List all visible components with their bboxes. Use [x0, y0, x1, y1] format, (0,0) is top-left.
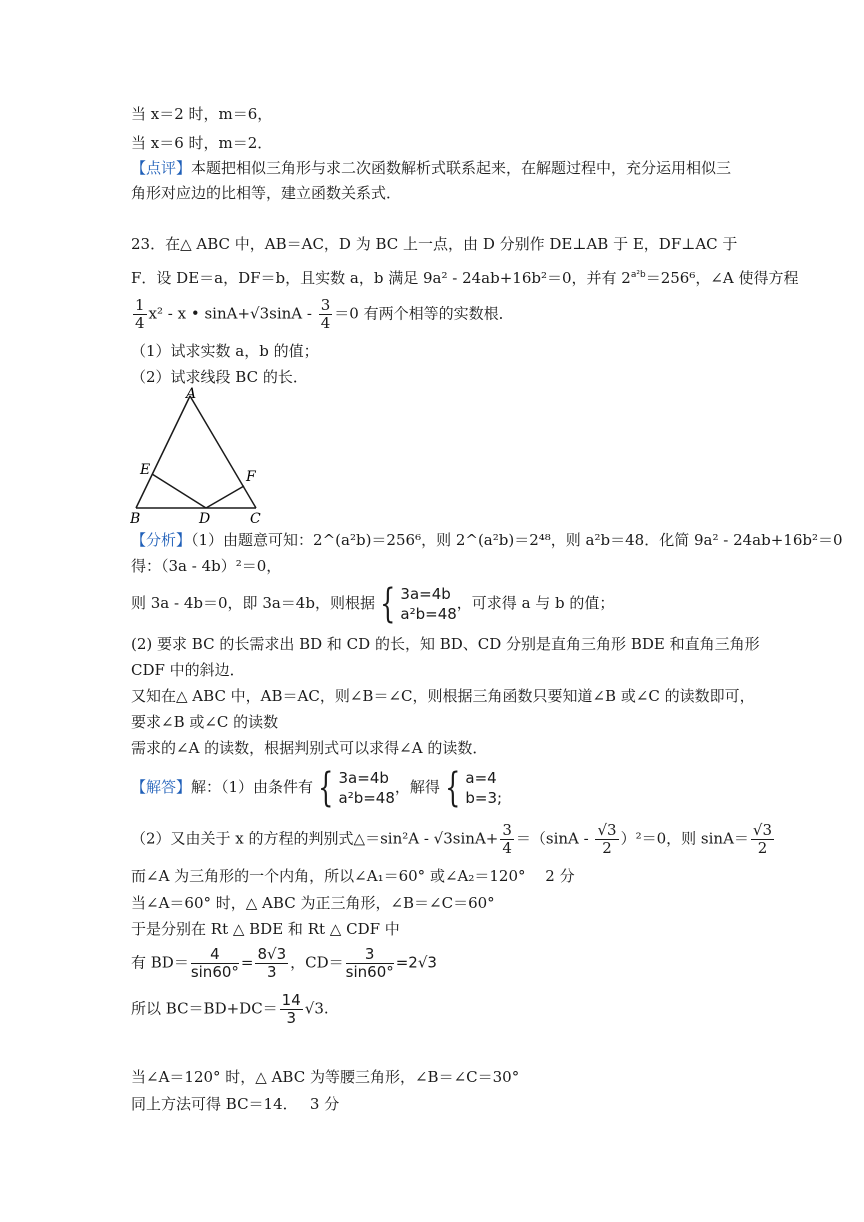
answer-text: 解：（1）由条件有 [191, 778, 314, 796]
q-text: F．设 DE＝a，DF＝b，且实数 a，b 满足 9a² - 24ab+16b²＝0，并有 2 [131, 269, 631, 287]
text-line: 同上方法可得 BC＝14． 3 分 [131, 1095, 340, 1113]
equation-line: 有 BD＝ $\frac{4}{\sin 60^\circ}$ = $\frac{8√3}{3}$ ，CD＝ $\frac{3}{\sin 60^\circ}$ =2√3 [131, 945, 437, 981]
equation-system: 3a=4b a²b=48 [338, 769, 395, 807]
fraction: $\frac{3}{4}$ [320, 296, 331, 332]
answer-text: ，解得 [394, 778, 440, 796]
result: √3. [304, 999, 329, 1018]
equation-line [131, 992, 329, 1027]
answer-text: 有 BD＝ [131, 953, 189, 972]
label-b: B [130, 511, 141, 526]
text-line: 而∠A 为三角形的一个内角，所以∠A₁＝60° 或∠A₂＝120° 2 分 [131, 867, 575, 885]
fraction: $\frac{14}{3}$ [281, 991, 301, 1027]
analysis-line [131, 530, 843, 550]
text-line [131, 265, 799, 288]
q-text: ＝256⁶，∠A 使得方程 [645, 269, 799, 287]
fraction: $\frac{3}{\sin 60^\circ}$ [345, 945, 394, 981]
label-d: D [199, 511, 211, 526]
text-line: 又知在△ ABC 中，AB＝AC，则∠B＝∠C，则根据三角函数只要知道∠B 或∠C 的读数即可， [131, 687, 755, 705]
triangle-figure [130, 386, 270, 526]
review-line [131, 158, 731, 178]
text-line: 要求∠B 或∠C 的读数 [131, 713, 279, 731]
result: =2√3 [395, 953, 437, 972]
text-line: 当 x＝2 时，m＝6， [131, 105, 273, 123]
fraction: $\frac{√3}{2}$ [752, 821, 773, 857]
label-a: A [186, 386, 197, 402]
answer-tag: 【解答】 [131, 778, 192, 796]
answer-text: ，CD＝ [290, 953, 344, 972]
fraction: $\frac{√3}{2}$ [597, 821, 617, 857]
brace: { [445, 765, 461, 811]
power-exponent: a²b [630, 270, 646, 280]
answer-line [131, 765, 503, 811]
question-title: 23．在△ ABC 中，AB＝AC，D 为 BC 上一点，由 D 分别作 DE⊥AB 于 E，DF⊥AC 于 [131, 235, 738, 253]
analysis-text: 则 3a - 4b＝0，即 3a＝4b，则根据 [131, 594, 375, 612]
question-part: （2）试求线段 BC 的长． [131, 368, 308, 386]
equation-system: 3a=4b a²b=48 [400, 585, 457, 623]
answer-text: ）²＝0，则 sinA＝ [620, 829, 749, 848]
text-line: 当∠A＝120° 时，△ ABC 为等腰三角形，∠B＝∠C＝30° [131, 1068, 520, 1086]
equation-line [131, 822, 776, 857]
label-c: C [250, 511, 261, 526]
text-line: 当∠A＝60° 时，△ ABC 为正三角形，∠B＝∠C＝60° [131, 894, 495, 912]
review-text: 本题把相似三角形与求二次函数解析式联系起来，在解题过程中，充分运用相似三 [191, 159, 732, 177]
system-line [131, 581, 615, 627]
fraction: $\frac{4}{\sin 60^\circ}$ [190, 945, 239, 981]
fraction: $\frac{8√3}{3}$ [257, 945, 287, 981]
brace: { [380, 581, 396, 627]
text-line: CDF 中的斜边． [131, 661, 245, 679]
question-part: （1）试求实数 a，b 的值； [131, 342, 319, 360]
text-line: 当 x＝6 时，m＝2． [131, 134, 273, 152]
review-tag: 【点评】 [131, 159, 192, 177]
equation-text: x² - x • sinA+√3sinA - [148, 304, 317, 323]
equation-line [131, 297, 514, 332]
fraction: $\frac{1}{4}$ [135, 296, 145, 332]
label-e: E [140, 462, 151, 478]
solution-system: a=4 b=3; [465, 769, 503, 807]
answer-text: （2）又由关于 x 的方程的判别式△＝sin²A - √3sinA+ [131, 829, 499, 848]
analysis-text: ，可求得 a 与 b 的值； [456, 594, 615, 612]
equation-text: ＝0 有两个相等的实数根． [334, 304, 514, 323]
text-line: 于是分别在 Rt △ BDE 和 Rt △ CDF 中 [131, 920, 400, 938]
analysis-tag: 【分析】 [131, 531, 192, 549]
fraction: $\frac{3}{4}$ [502, 821, 512, 857]
text-line: (2) 要求 BC 的长需求出 BD 和 CD 的长，知 BD、CD 分别是直角三角形 BDE 和直角三角形 [131, 635, 760, 653]
text-line: 得：（3a - 4b）²＝0， [131, 557, 282, 575]
text-line: 角形对应边的比相等，建立函数关系式． [131, 184, 402, 202]
brace: { [318, 765, 334, 811]
answer-text: ＝（sinA - [515, 829, 594, 848]
label-f: F [246, 469, 256, 485]
text-line: 需求的∠A 的读数，根据判别式可以求得∠A 的读数． [131, 739, 488, 757]
analysis-text: （1）由题意可知：2^(a²b)＝256⁶，则 2^(a²b)＝2⁴⁸，则 a²b＝48．化简 9a² - 24ab+16b²＝0 [191, 531, 843, 549]
answer-text: 所以 BC＝BD+DC＝ [131, 999, 278, 1018]
